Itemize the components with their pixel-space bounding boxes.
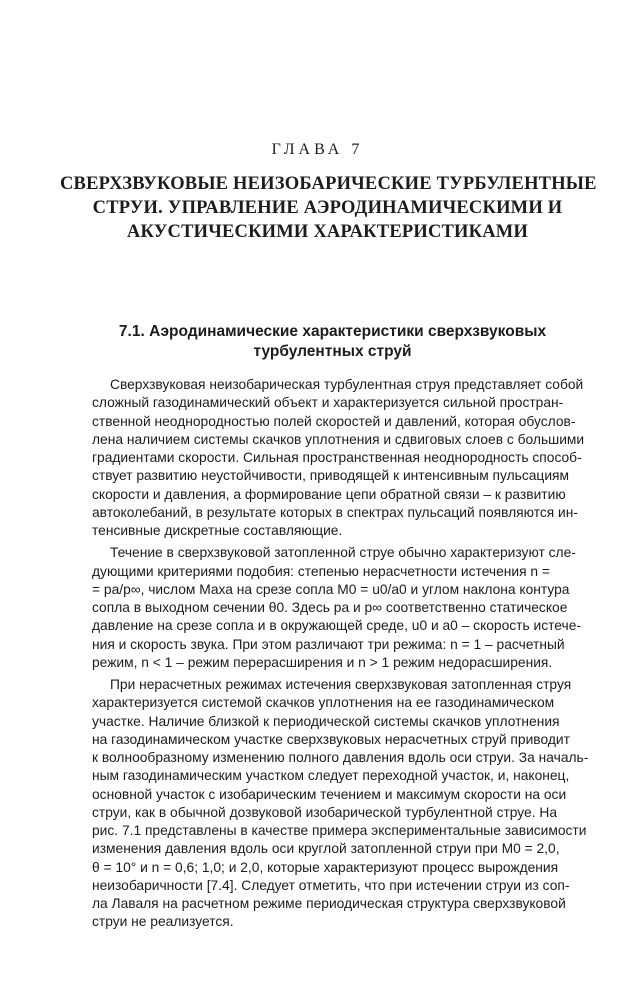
text-line: изменения давления вдоль оси круглой затопленной струи при M0 = 2,0, <box>92 841 560 857</box>
paragraph <box>92 544 581 672</box>
text-line: дующими критериями подобия: степенью нерасчетности истечения n = <box>92 563 550 579</box>
chapter-label: ГЛАВА 7 <box>271 141 364 158</box>
text-line: основной участок с изобарическим течением и максимум скорости на оси <box>92 786 567 802</box>
text-line: Течение в сверхзвуковой затопленной струе обычно характеризуют сле- <box>110 545 576 561</box>
text-line: автоколебаний, в результате которых в спектрах пульсаций появляются ин- <box>92 504 578 520</box>
chapter-title-line: СВЕРХЗВУКОВЫЕ НЕИЗОБАРИЧЕСКИЕ ТУРБУЛЕНТНЫЕ <box>60 174 597 194</box>
paragraph <box>92 676 589 932</box>
text-line: характеризуется системой скачков уплотнения на ее газодинамическом <box>92 695 555 711</box>
chapter-title-line: СТРУИ. УПРАВЛЕНИЕ АЭРОДИНАМИЧЕСКИМИ И <box>92 198 563 218</box>
text-line: Сверхзвуковая неизобарическая турбулентная струя представляет собой <box>110 377 584 392</box>
text-line: участке. Наличие близкой к периодической системы скачков уплотнения <box>92 713 560 729</box>
text-line: градиентами скорости. Сильная пространственная неоднородность способ- <box>92 450 582 465</box>
text-line: При нерасчетных режимах истечения сверхзвуковая затопленная струя <box>110 677 572 692</box>
text-line: рис. 7.1 представлены в качестве примера экспериментальные зависимости <box>92 823 587 838</box>
text-line: скорости и давления, а формирование цепи обратной связи – к развитию <box>92 486 566 502</box>
text-line: к волнообразному изменению полного давления вдоль оси струи. За началь- <box>92 750 589 765</box>
text-line: струи не реализуется. <box>92 914 234 930</box>
text-line: = pa/p∞, числом Маха на срезе сопла M0 = u0/a0 и углом наклона контура <box>92 581 570 597</box>
text-line: ным газодинамическим участком следует переходной участок, и, наконец, <box>92 768 570 784</box>
chapter-title-line: АКУСТИЧЕСКИМИ ХАРАКТЕРИСТИКАМИ <box>126 222 529 242</box>
body-text <box>92 376 589 936</box>
text-line: ствует развитию неустойчивости, приводящей к интенсивным пульсациям <box>92 468 569 484</box>
text-line: на газодинамическом участке сверхзвуковых нерасчетных струй приводит <box>92 731 570 747</box>
paragraph <box>92 376 585 540</box>
section-title <box>80 322 585 362</box>
chapter-title <box>60 172 595 244</box>
text-line: ла Лаваля на расчетном режиме периодическая структура сверхзвуковой <box>92 896 566 911</box>
section-title-line: турбулентных струй <box>253 343 412 360</box>
text-line: ственной неоднородностью полей скоростей и давлений, которая обуслов- <box>92 413 576 429</box>
text-line: лена наличием системы скачков уплотнения и сдвиговых слоев с большими <box>92 431 585 447</box>
text-line: струи, как в обычной дозвуковой изобарической турбулентной струе. На <box>92 804 558 820</box>
text-line: сопла в выходном сечении θ0. Здесь pa и p∞ соответственно статическое <box>92 600 568 615</box>
text-line: режим, n < 1 – режим перерасширения и n > 1 режим недорасширения. <box>92 654 553 670</box>
text-line: давление на срезе сопла и в окружающей среде, u0 и a0 – скорость истече- <box>92 618 581 634</box>
text-line: ния и скорость звука. При этом различают три режима: n = 1 – расчетный <box>92 636 565 652</box>
text-line: тенсивные дискретные составляющие. <box>92 523 343 538</box>
text-line: неизобаричности [7.4]. Следует отметить, что при истечении струи из соп- <box>92 877 570 893</box>
section-title-line: 7.1. Аэродинамические характеристики сверхзвуковых <box>118 323 547 340</box>
text-line: θ = 10° и n = 0,6; 1,0; и 2,0, которые характеризуют процесс вырождения <box>92 859 559 875</box>
text-line: сложный газодинамический объект и характеризуется сильной простран- <box>92 395 564 411</box>
